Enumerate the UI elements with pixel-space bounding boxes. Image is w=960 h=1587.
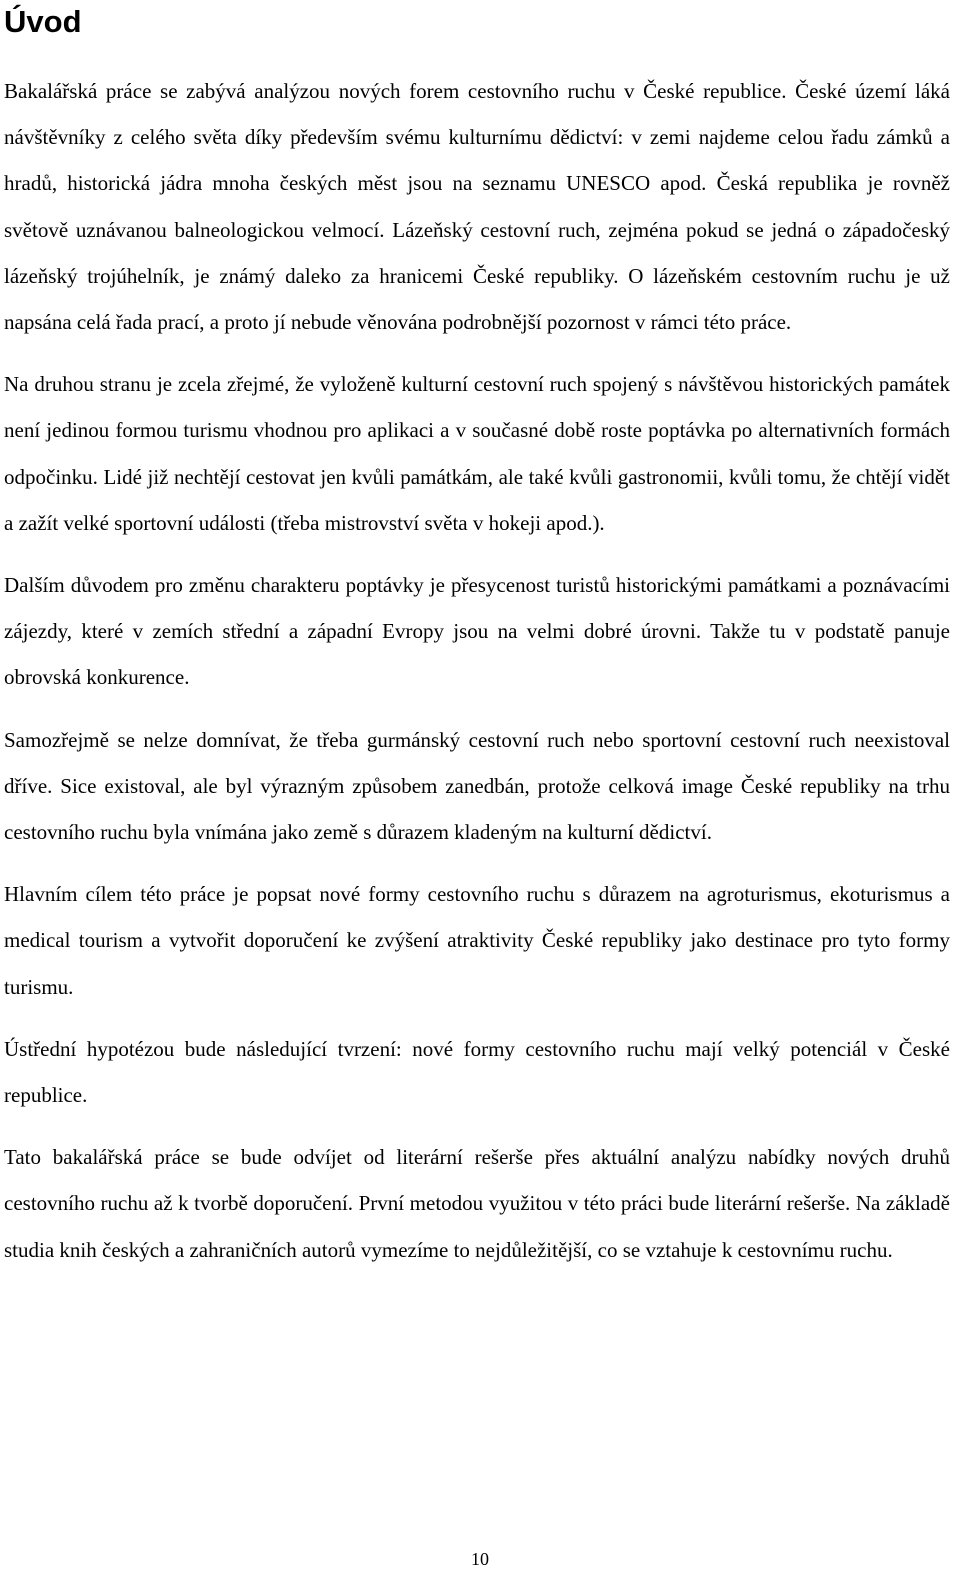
paragraph-4: Samozřejmě se nelze domnívat, že třeba gurmánský cestovní ruch nebo sportovní cestovní ruch neexistoval dříve. Sice existoval, ale byl výrazným způsobem zanedbán, protože celková image České republiky na trhu cestovního ruchu byla vnímána jako země s důrazem kladeným na kulturní dědictví. bbox=[4, 727, 950, 845]
paragraph-6: Ústřední hypotézou bude následující tvrzení: nové formy cestovního ruchu mají velký potenciál v České republice. bbox=[4, 1036, 950, 1108]
body-text bbox=[4, 68, 950, 1289]
paragraph-1: Bakalářská práce se zabývá analýzou nových forem cestovního ruchu v České republice. České území láká návštěvníky z celého světa díky především svému kulturnímu dědictví: v zemi najdeme celou řadu zámků a hradů, historická jádra mnoha českých měst jsou na seznamu UNESCO apod. Česká republika je rovněž světově uznávanou balneologickou velmocí. Lázeňský cestovní ruch, zejména pokud se jedná o západočeský lázeňský trojúhelník, je známý daleko za hranicemi České republiky. O lázeňském cestovním ruchu je už napsána celá řada prací, a proto jí nebude věnována podrobnější pozornost v rámci této práce. bbox=[4, 79, 950, 335]
paragraph-2: Na druhou stranu je zcela zřejmé, že vyloženě kulturní cestovní ruch spojený s návštěvou historických památek není jedinou formou turismu vhodnou pro aplikaci a v současné době roste poptávka po alternativních formách odpočinku. Lidé již nechtějí cestovat jen kvůli památkám, ale také kvůli gastronomii, kvůli tomu, že chtějí vidět a zažít velké sportovní události (třeba mistrovství světa v hokeji apod.). bbox=[4, 372, 950, 535]
paragraph-7: Tato bakalářská práce se bude odvíjet od literární rešerše přes aktuální analýzu nabídky nových druhů cestovního ruchu až k tvorbě doporučení. První metodou využitou v této práci bude literární rešerše. Na základě studia knih českých a zahraničních autorů vymezíme to nejdůležitější, co se vztahuje k cestovnímu ruchu. bbox=[4, 1145, 950, 1262]
page-number: 10 bbox=[471, 1549, 489, 1569]
paragraph-3: Dalším důvodem pro změnu charakteru poptávky je přesycenost turistů historickými památkami a poznávacími zájezdy, které v zemích střední a západní Evropy jsou na velmi dobré úrovni. Takže tu v podstatě panuje obrovská konkurence. bbox=[4, 573, 950, 690]
paragraph-5: Hlavním cílem této práce je popsat nové formy cestovního ruchu s důrazem na agroturismus, ekoturismus a medical tourism a vytvořit doporučení ke zvýšení atraktivity České republiky jako destinace pro tyto formy turismu. bbox=[4, 882, 950, 999]
section-heading: Úvod bbox=[4, 4, 82, 39]
